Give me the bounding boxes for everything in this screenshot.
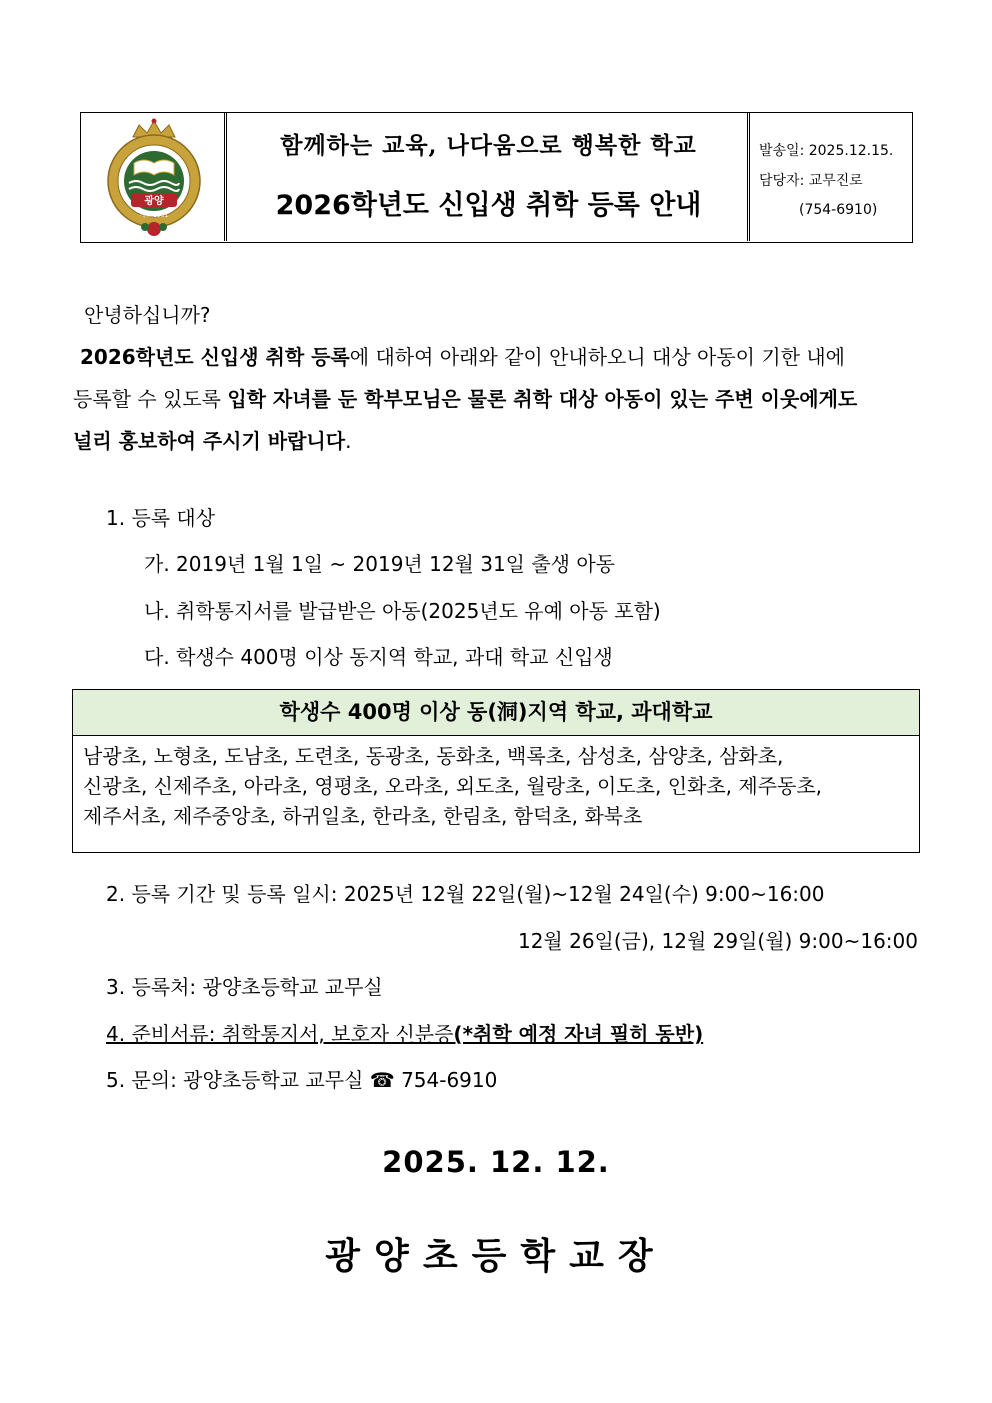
schools-table [72,689,920,853]
section-1-item: 다. 학생수 400명 이상 동지역 학교, 과대 학교 신입생 [144,645,613,669]
section-5-label: 5. 문의: 광양초등학교 교무실 [106,1068,364,1092]
section-3: 3. 등록처: 광양초등학교 교무실 [106,975,383,999]
school-emblem-icon [81,113,227,241]
intro-line-1 [80,341,845,370]
contact-person: 담당자: 교무진로 [759,173,863,189]
issue-date: 2025. 12. 12. [382,1145,610,1179]
intro-text-1: 에 대하여 아래와 같이 안내하오니 대상 아동이 기한 내에 [349,345,845,369]
schools-table-header: 학생수 400명 이상 동(洞)지역 학교, 과대학교 [73,690,919,736]
intro-bold-3: 널리 홍보하여 주시기 바랍니다 [73,429,346,453]
intro-bold-2: 입학 자녀를 둔 학부모님은 물론 취학 대상 아동이 있는 주변 이웃에게도 [227,387,858,411]
header-title-cell [230,113,750,241]
greeting: 안녕하십니까? [84,303,211,327]
schools-line: 제주서초, 제주중앙초, 하귀일초, 한라초, 한림초, 함덕초, 화북초 [83,804,643,828]
section-2-line-2: 12월 26일(금), 12월 29일(월) 9:00~16:00 [517,929,918,953]
schools-list [73,736,919,831]
section-1-item: 나. 취학통지서를 발급받은 아동(2025년도 유예 아동 포함) [144,599,661,623]
intro-end-3: . [345,429,352,453]
intro-line-3 [73,425,351,454]
intro-bold-1: 2026학년도 신입생 취학 등록 [80,345,350,369]
section-1-heading: 1. 등록 대상 [106,506,216,530]
section-5-phone: 754-6910 [401,1068,498,1092]
phone-icon: ☎ [369,1068,395,1092]
intro-line-2 [73,383,857,412]
section-4-text: 4. 준비서류: 취학통지서, 보호자 신분증 [106,1022,454,1046]
logo-cell [81,113,227,241]
document-title: 2026학년도 신입생 취학 등록 안내 [275,190,702,221]
schools-line: 남광초, 노형초, 도남초, 도련초, 동광초, 동화초, 백록초, 삼성초, 삼양초, 삼화초, [83,744,784,768]
section-1-item: 가. 2019년 1월 1일 ~ 2019년 12월 31일 출생 아동 [144,552,615,576]
section-4-bold: (*취학 예정 자녀 필히 동반) [453,1022,704,1046]
header-info-cell [753,113,911,241]
section-4 [106,1018,703,1047]
principal-signature: 광양초등학교장 [325,1236,667,1277]
section-5 [106,1064,497,1093]
school-slogan: 함께하는 교육, 나다움으로 행복한 학교 [280,132,697,159]
section-2-line-1: 2. 등록 기간 및 등록 일시: 2025년 12월 22일(월)~12월 24일(수) 9:00~16:00 [106,882,825,906]
svg-text:개교 1931: 개교 1931 [139,212,169,219]
svg-text:광양: 광양 [144,196,164,207]
contact-phone: (754-6910) [799,202,878,218]
intro-text-2: 등록할 수 있도록 [73,387,228,411]
sent-date: 발송일: 2025.12.15. [759,143,894,159]
schools-line: 신광초, 신제주초, 아라초, 영평초, 오라초, 외도초, 월랑초, 이도초, 인화초, 제주동초, [83,774,823,798]
header-box [80,112,913,243]
